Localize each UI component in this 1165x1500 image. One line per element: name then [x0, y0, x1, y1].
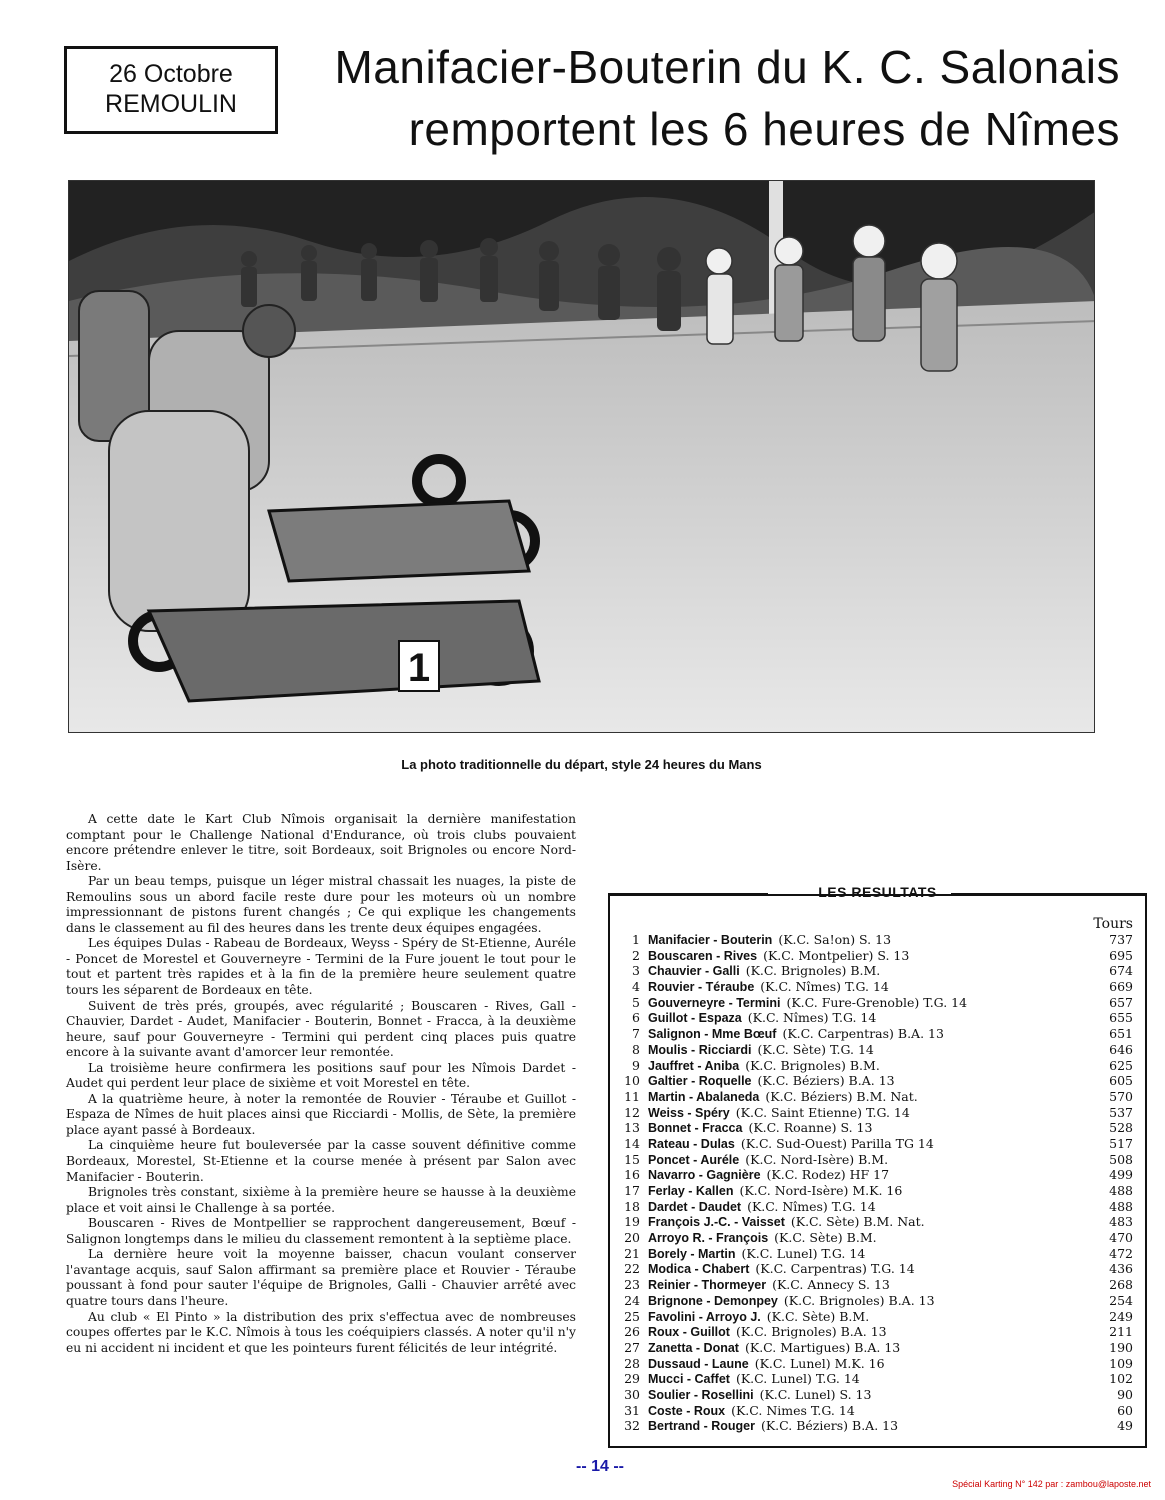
result-tours: 669: [1109, 979, 1133, 995]
result-tours: 268: [1109, 1277, 1133, 1293]
article-paragraph: La cinquième heure fut bouleversée par la casse souvent définitive comme Bordeaux, Morestel, St-Etienne et la course menée à présent par Salon avec Manifacier - Bouterin.: [66, 1138, 576, 1184]
result-rank: 4: [632, 979, 640, 995]
article-paragraph: La troisième heure confirmera les positions sauf pour les Nîmois Dardet - Audet qui perdent leur place de sixième et voit Morestel en tête.: [66, 1060, 576, 1091]
result-club: (K.C. Nîmes) T.G. 14: [747, 1010, 877, 1026]
result-rank: 16: [624, 1167, 640, 1183]
result-tours: 508: [1109, 1151, 1133, 1167]
result-rank: 31: [624, 1402, 640, 1418]
result-club: (K.C. Lunel) S. 13: [759, 1386, 872, 1402]
result-club: (K.C. Brignoles) B.A. 13: [783, 1292, 935, 1308]
article-paragraph: Les équipes Dulas - Rabeau de Bordeaux, Weyss - Spéry de St-Etienne, Auréle - Poncet de Morestel et Gouverneyre - Termini de la Fure jouent le tout pour le tout et partent très rapides et à la fin de la première heure seulement quatre tours les séparent de Bordeaux en tête.: [66, 936, 576, 998]
result-tours: 655: [1109, 1010, 1133, 1026]
results-box: [608, 894, 1147, 1448]
result-tours: 651: [1109, 1026, 1133, 1042]
result-row: [620, 1293, 1133, 1309]
result-club: (K.C. Roanne) S. 13: [748, 1120, 873, 1136]
result-club: (K.C. Lunel) T.G. 14: [735, 1371, 860, 1387]
result-drivers: Chauvier - Galli: [648, 964, 740, 979]
result-drivers: Borely - Martin: [648, 1246, 736, 1261]
article-paragraph: Suivent de très prés, groupés, avec régularité ; Bouscaren - Rives, Gall - Chauvier, Dardet - Audet, Manifacier - Bouterin, Bonnet - Fracca, à la deuxième heure, sauf pour Gouverneyre - Termini qui perdent cinq places puis quatre encore à la suivante avant d'amorcer leur remontée.: [66, 998, 576, 1060]
result-tours: 470: [1109, 1230, 1133, 1246]
result-rank: 29: [624, 1371, 640, 1387]
result-club: (K.C. Fure-Grenoble) T.G. 14: [786, 994, 968, 1010]
result-row: [620, 1277, 1133, 1293]
result-drivers: Favolini - Arroyo J.: [648, 1309, 761, 1324]
result-club: (K.C. Béziers) B.A. 13: [757, 1073, 895, 1089]
result-tours: 488: [1109, 1183, 1133, 1198]
result-drivers: Manifacier - Bouterin: [648, 933, 773, 947]
result-club: (K.C. Martigues) B.A. 13: [744, 1339, 901, 1355]
result-row: [620, 1340, 1133, 1356]
result-club: (K.C. Sète) B.M.: [766, 1308, 870, 1324]
result-row: [620, 1089, 1133, 1105]
result-rank: 20: [624, 1230, 640, 1246]
result-rank: 28: [624, 1355, 640, 1371]
result-drivers: Weiss - Spéry: [648, 1105, 730, 1120]
result-rank: 10: [624, 1073, 640, 1089]
result-rank: 8: [632, 1041, 640, 1057]
result-drivers: Rouvier - Téraube: [648, 980, 755, 995]
result-tours: 695: [1109, 947, 1133, 963]
article-paragraph: Brignoles très constant, sixième à la première heure se hausse à la deuxième place et voit ainsi le Challenge à sa portée.: [66, 1185, 576, 1215]
result-tours: 646: [1109, 1041, 1133, 1057]
article-paragraph: Bouscaren - Rives de Montpellier se rapprochent dangereusement, Bœuf - Salignon longtemps dans le milieu du classement remontent à la septième place.: [66, 1216, 576, 1246]
result-drivers: Martin - Abalaneda: [648, 1089, 760, 1104]
results-title-text: LES RESULTATS: [818, 884, 937, 900]
result-club: (K.C. Brignoles) B.M.: [745, 963, 881, 979]
result-rank: 32: [624, 1418, 640, 1434]
result-row: [620, 1120, 1133, 1136]
result-rank: 5: [632, 994, 640, 1010]
result-drivers: Zanetta - Donat: [648, 1340, 739, 1355]
result-rank: 9: [632, 1057, 640, 1073]
result-row: [620, 1309, 1133, 1325]
result-club: (K.C. Sa!on) S. 13: [778, 932, 892, 947]
result-rank: 3: [632, 963, 640, 979]
kart-number: 1: [407, 646, 431, 690]
result-drivers: Rateau - Dulas: [648, 1136, 735, 1151]
result-row: [620, 1387, 1133, 1403]
result-row: [620, 963, 1133, 979]
result-tours: 436: [1109, 1261, 1133, 1277]
result-row: [620, 1152, 1133, 1168]
result-drivers: Coste - Roux: [648, 1403, 726, 1418]
result-drivers: Jauffret - Aniba: [648, 1058, 740, 1073]
result-rank: 14: [624, 1135, 640, 1151]
result-club: (K.C. Saint Etienne) T.G. 14: [735, 1104, 910, 1120]
race-start-photo: [68, 180, 1095, 733]
result-rank: 27: [624, 1339, 640, 1355]
result-club: (K.C. Sète) B.M. Nat.: [790, 1214, 925, 1230]
result-rank: 15: [624, 1151, 640, 1167]
result-drivers: Roux - Guillot: [648, 1325, 730, 1340]
result-rank: 12: [624, 1104, 640, 1120]
result-row: [620, 1010, 1133, 1026]
credit-line: Spécial Karting N° 142 par : zambou@laposte.net: [952, 1479, 1151, 1489]
result-rank: 24: [624, 1292, 640, 1308]
result-tours: 109: [1109, 1355, 1133, 1371]
result-club: (K.C. Nord-Isère) B.M.: [745, 1151, 889, 1167]
result-drivers: Galtier - Roquelle: [648, 1074, 752, 1089]
result-tours: 49: [1117, 1418, 1133, 1434]
article-paragraph: A cette date le Kart Club Nîmois organisait la dernière manifestation comptant pour le Challenge National d'Endurance, où trois clubs pouvaient encore prétendre enlever le titre, soit Bordeaux, soit Brignoles ou encore Nord-Isère.: [66, 812, 576, 873]
result-row: [620, 1246, 1133, 1262]
result-row: [620, 1199, 1133, 1215]
result-club: (K.C. Annecy S. 13: [772, 1277, 890, 1293]
result-club: (K.C. Béziers) B.M. Nat.: [765, 1088, 918, 1104]
result-row: [620, 1324, 1133, 1340]
result-tours: 190: [1109, 1339, 1133, 1355]
result-rank: 21: [624, 1245, 640, 1261]
location-text: REMOULIN: [105, 90, 237, 118]
result-tours: 625: [1109, 1057, 1133, 1073]
article-body: [66, 812, 576, 1356]
result-club: (K.C. Nord-Isère) M.K. 16: [739, 1183, 903, 1198]
result-club: (K.C. Rodez) HF 17: [766, 1167, 890, 1183]
result-club: (K.C. Carpentras) B.A. 13: [782, 1026, 944, 1042]
result-row: [620, 1261, 1133, 1277]
result-row: [620, 1214, 1133, 1230]
headline-line-2: remportent les 6 heures de Nîmes: [408, 103, 1120, 155]
result-row: [620, 948, 1133, 964]
result-club: (K.C. Sète) T.G. 14: [757, 1041, 874, 1057]
result-rank: 17: [624, 1183, 640, 1198]
result-row: [620, 1403, 1133, 1419]
result-club: (K.C. Nîmes) T.G. 14: [760, 979, 889, 995]
result-drivers: Navarro - Gagnière: [648, 1168, 761, 1183]
result-rank: 22: [624, 1261, 640, 1277]
result-tours: 537: [1109, 1104, 1133, 1120]
article-paragraph: Au club « El Pinto » la distribution des prix s'effectua avec de nombreuses coupes offertes par le K.C. Nîmois à tous les coéquipiers classés. A noter qu'il n'y eu ni accident ni incident et que les pointeurs furent félicités de leur intégrité.: [66, 1309, 576, 1355]
result-drivers: Gouverneyre - Termini: [648, 995, 781, 1010]
result-drivers: Bouscaren - Rives: [648, 948, 758, 963]
headline-line-1: Manifacier-Bouterin du K. C. Salonais: [334, 41, 1120, 93]
result-tours: 60: [1117, 1402, 1133, 1418]
result-tours: 657: [1109, 994, 1133, 1010]
result-row: [620, 1073, 1133, 1089]
headline: [300, 36, 1120, 160]
result-row: [620, 1136, 1133, 1152]
result-rank: 1: [632, 932, 640, 947]
results-list: [620, 932, 1133, 1434]
date-text: 26 Octobre: [109, 60, 233, 88]
result-drivers: Bonnet - Fracca: [648, 1121, 743, 1136]
result-drivers: Guillot - Espaza: [648, 1011, 742, 1026]
result-tours: 528: [1109, 1120, 1133, 1136]
result-row: [620, 995, 1133, 1011]
result-drivers: Soulier - Rosellini: [648, 1387, 754, 1402]
result-rank: 2: [632, 947, 640, 963]
tours-header: Tours: [1093, 916, 1133, 932]
result-drivers: Arroyo R. - François: [648, 1231, 769, 1246]
photo-caption: La photo traditionnelle du départ, style 24 heures du Mans: [401, 757, 762, 772]
article-paragraph: Par un beau temps, puisque un léger mistral chassait les nuages, la piste de Remoulins sous un abord facile reste dure pour les moteurs où un nombre impressionnant de pistons furent changés ; Ce qui explique les changements dans le classement au fil des heures dans les trente deux équipes engagées.: [66, 874, 576, 935]
result-rank: 19: [624, 1214, 640, 1230]
result-row: [620, 979, 1133, 995]
result-tours: 517: [1109, 1135, 1133, 1151]
result-tours: 102: [1109, 1371, 1133, 1387]
result-club: (K.C. Nimes T.G. 14: [731, 1402, 855, 1418]
result-club: (K.C. Brignoles) B.M.: [745, 1057, 880, 1073]
result-row: [620, 1026, 1133, 1042]
result-drivers: Moulis - Ricciardi: [648, 1042, 752, 1057]
result-row: [620, 1167, 1133, 1183]
result-tours: 674: [1109, 963, 1133, 979]
result-rank: 6: [632, 1010, 640, 1026]
result-rank: 13: [624, 1120, 640, 1136]
result-row: [620, 1042, 1133, 1058]
result-drivers: Dardet - Daudet: [648, 1199, 742, 1214]
result-tours: 472: [1109, 1245, 1133, 1261]
result-row: [620, 1371, 1133, 1387]
article-paragraph: A la quatrième heure, à noter la remontée de Rouvier - Téraube et Guillot - Espaza de Nîmes de huit places ainsi que Ricciardi - Mollis, de Sète, la première place ayant passé à Bordeaux.: [66, 1091, 576, 1137]
result-tours: 488: [1109, 1198, 1133, 1214]
result-drivers: Mucci - Caffet: [648, 1372, 730, 1387]
result-tours: 570: [1109, 1088, 1133, 1104]
result-tours: 737: [1109, 932, 1133, 947]
result-rank: 18: [624, 1198, 640, 1214]
result-drivers: Dussaud - Laune: [648, 1356, 749, 1371]
result-club: (K.C. Carpentras) T.G. 14: [755, 1261, 915, 1277]
result-drivers: Bertrand - Rouger: [648, 1419, 755, 1434]
result-tours: 605: [1109, 1073, 1133, 1089]
result-tours: 90: [1117, 1386, 1133, 1402]
result-rank: 25: [624, 1308, 640, 1324]
result-row: [620, 1230, 1133, 1246]
result-rank: 11: [624, 1088, 640, 1104]
result-drivers: Salignon - Mme Bœuf: [648, 1027, 777, 1042]
article-paragraph: La dernière heure voit la moyenne baisser, chacun voulant conserver l'avantage acquis, sauf Salon affirmant sa première place et Rouvier - Téraube poussant à fond pour sauter l'équipe de Brignoles, Galli - Chauvier arrêté avec quatre tours dans l'heure.: [66, 1247, 576, 1308]
result-rank: 26: [624, 1324, 640, 1340]
result-drivers: Modica - Chabert: [648, 1262, 750, 1277]
result-tours: 483: [1109, 1214, 1133, 1230]
page-number: -- 14 --: [576, 1458, 624, 1475]
result-club: (K.C. Brignoles) B.A. 13: [735, 1324, 887, 1340]
result-drivers: Ferlay - Kallen: [648, 1184, 734, 1198]
date-box: [64, 46, 278, 134]
result-club: (K.C. Lunel) T.G. 14: [741, 1245, 866, 1261]
result-tours: 249: [1109, 1308, 1133, 1324]
result-club: (K.C. Nîmes) T.G. 14: [747, 1198, 876, 1214]
result-row: [620, 932, 1133, 948]
result-row: [620, 1356, 1133, 1372]
result-club: (K.C. Lunel) M.K. 16: [754, 1355, 885, 1371]
result-tours: 254: [1109, 1292, 1133, 1308]
result-drivers: Poncet - Auréle: [648, 1152, 740, 1167]
result-drivers: Brignone - Demonpey: [648, 1293, 778, 1308]
result-row: [620, 1105, 1133, 1121]
result-club: (K.C. Montpelier) S. 13: [763, 947, 910, 963]
result-club: (K.C. Sud-Ouest) Parilla TG 14: [740, 1135, 934, 1151]
result-rank: 23: [624, 1277, 640, 1293]
result-club: (K.C. Béziers) B.A. 13: [760, 1418, 899, 1434]
result-row: [620, 1058, 1133, 1074]
result-tours: 499: [1109, 1167, 1133, 1183]
result-club: (K.C. Sète) B.M.: [774, 1230, 877, 1246]
result-rank: 30: [624, 1386, 640, 1402]
result-row: [620, 1418, 1133, 1434]
results-title: [608, 884, 1147, 904]
result-rank: 7: [632, 1026, 640, 1042]
result-tours: 211: [1109, 1324, 1133, 1340]
result-drivers: Reinier - Thormeyer: [648, 1278, 767, 1293]
result-row: [620, 1183, 1133, 1199]
result-drivers: François J.-C. - Vaisset: [648, 1215, 785, 1230]
